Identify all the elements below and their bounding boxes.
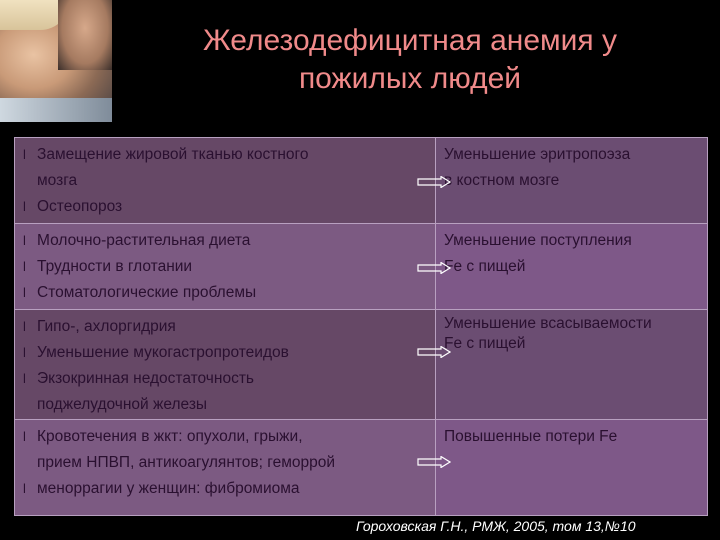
effect-cell	[436, 310, 708, 420]
list-item	[23, 476, 429, 502]
effect-line: Fe с пищей	[444, 258, 526, 275]
item-text: Гипо-, ахлоргидрия	[37, 318, 176, 335]
effect-line: Уменьшение поступления	[444, 232, 632, 249]
cause-cell	[15, 224, 436, 310]
item-text: Стоматологические проблемы	[37, 284, 257, 301]
bullet-icon: l	[23, 233, 26, 248]
list-item	[23, 340, 429, 366]
title-line-1: Железодефицитная анемия у	[202, 24, 618, 57]
item-text: Замещение жировой тканью костного	[37, 146, 309, 163]
table-row	[15, 420, 708, 516]
list-item	[23, 194, 429, 220]
effect-line: Повышенные потери Fe	[444, 428, 618, 445]
list-item	[23, 424, 429, 450]
photo-shirt	[0, 98, 112, 122]
list-item	[23, 228, 429, 254]
item-text: Трудности в глотании	[37, 258, 193, 275]
bullet-icon: l	[23, 345, 26, 360]
item-text: Кровотечения в жкт: опухоли, грыжи,	[37, 428, 303, 445]
bullet-icon: l	[23, 429, 26, 444]
item-text: Остеопороз	[37, 198, 123, 215]
table-row	[15, 138, 708, 224]
effect-line: Уменьшение эритропоэза	[444, 146, 631, 163]
effect-line: в костном мозге	[444, 172, 560, 189]
effect-cell	[436, 224, 708, 310]
table-row	[15, 224, 708, 310]
arrow-right-icon	[417, 346, 451, 358]
list-item-continuation: мозга	[37, 172, 78, 189]
causes-table	[14, 137, 708, 516]
slide-title	[120, 22, 700, 98]
list-item	[23, 254, 429, 280]
list-item-continuation: прием НПВП, антикоагулянтов; геморрой	[37, 454, 335, 471]
arrow-right-icon	[417, 176, 451, 188]
effect-cell	[436, 420, 708, 516]
table-row	[15, 310, 708, 420]
cause-cell	[15, 138, 436, 224]
effect-cell	[436, 138, 708, 224]
item-text: меноррагии у женщин: фибромиома	[37, 480, 300, 497]
elderly-couple-photo	[0, 0, 112, 122]
bullet-icon: l	[23, 259, 26, 274]
list-item	[23, 142, 429, 168]
cause-cell	[15, 420, 436, 516]
bullet-icon: l	[23, 319, 26, 334]
item-text: Экзокринная недостаточность	[37, 370, 254, 387]
list-item	[23, 314, 429, 340]
bullet-icon: l	[23, 199, 26, 214]
bullet-icon: l	[23, 481, 26, 496]
item-text: Молочно-растительная диета	[37, 232, 251, 249]
list-item	[23, 280, 429, 306]
arrow-right-icon	[417, 262, 451, 274]
arrow-right-icon	[417, 456, 451, 468]
citation: Гороховская Г.Н., РМЖ, 2005, том 13,№10	[356, 518, 636, 534]
bullet-icon: l	[23, 285, 26, 300]
bullet-icon: l	[23, 371, 26, 386]
effect-line: Fe с пищей	[444, 335, 526, 352]
photo-man-face	[58, 0, 112, 70]
list-item-continuation: поджелудочной железы	[37, 396, 208, 413]
cause-cell	[15, 310, 436, 420]
title-line-2: пожилых людей	[298, 62, 522, 95]
list-item	[23, 366, 429, 392]
effect-line: Уменьшение всасываемости	[444, 315, 652, 332]
bullet-icon: l	[23, 147, 26, 162]
item-text: Уменьшение мукогастропротеидов	[37, 344, 289, 361]
